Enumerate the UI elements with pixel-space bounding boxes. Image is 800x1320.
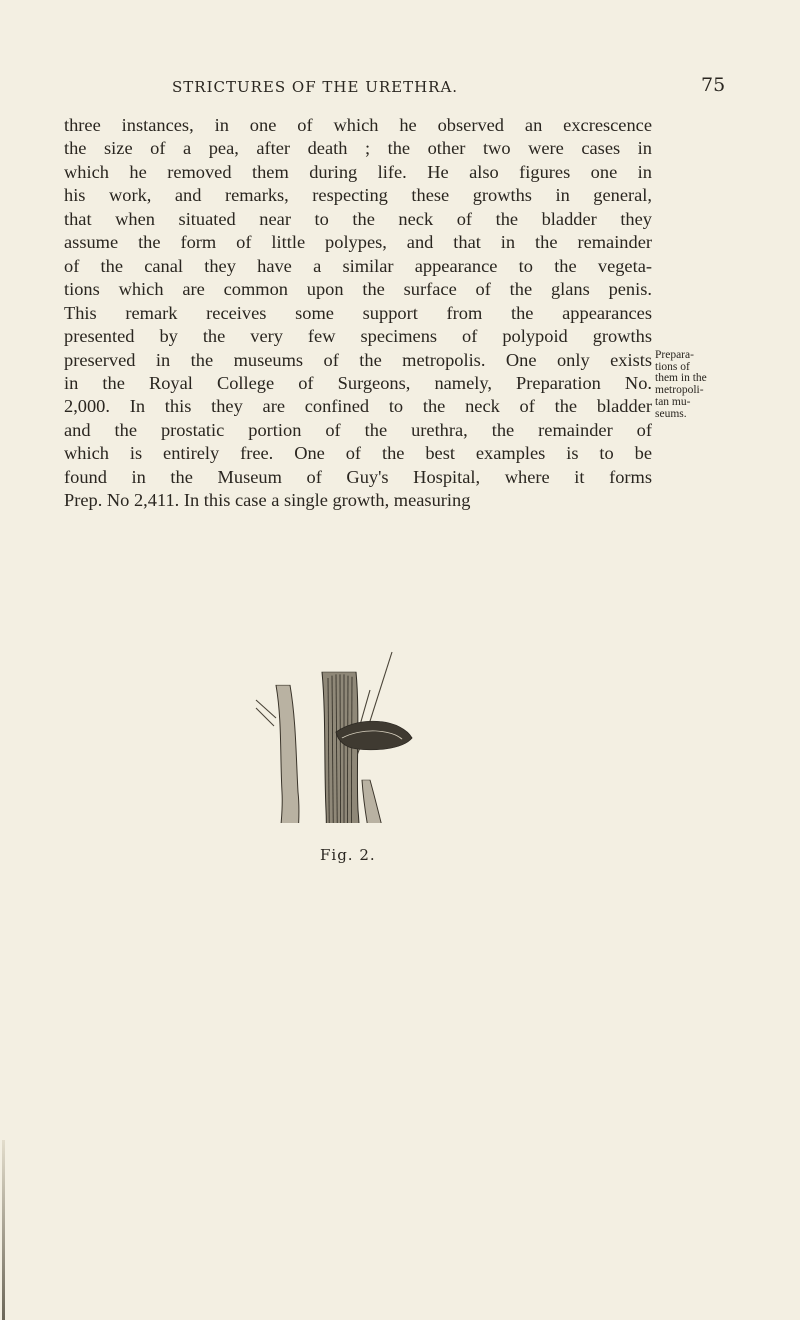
text-line: the size of a pea, after death ; the other two were cases in xyxy=(64,138,652,159)
text-line: three instances, in one of which he observed an excrescence xyxy=(64,115,652,135)
margin-note xyxy=(655,350,755,420)
text-line: found in the Museum of Guy's Hospital, where it forms xyxy=(64,466,652,487)
text-line: assume the form of little polypes, and that in the remainder xyxy=(64,232,652,253)
margin-note-line: metropoli- xyxy=(655,384,704,397)
page-number: 75 xyxy=(701,74,726,96)
page-edge-shadow xyxy=(2,1140,5,1320)
running-title: STRICTURES OF THE URETHRA. xyxy=(172,78,459,96)
margin-note-line: them in the xyxy=(655,372,707,385)
margin-note-line: seums. xyxy=(655,407,687,420)
text-line: preserved in the museums of the metropolis. One only exists xyxy=(64,349,652,370)
text-line: which is entirely free. One of the best examples is to be xyxy=(64,443,652,464)
text-line: presented by the very few specimens of polypoid growths xyxy=(64,326,652,347)
text-line: Prep. No 2,411. In this case a single growth, measuring xyxy=(64,490,471,511)
margin-note-line: tions of xyxy=(655,360,690,373)
text-line: and the prostatic portion of the urethra, the remainder of xyxy=(64,419,652,440)
text-line: of the canal they have a similar appearance to the vegeta- xyxy=(64,255,652,276)
figure-caption: Fig. 2. xyxy=(320,846,376,864)
margin-note-line: Prepara- xyxy=(655,349,694,361)
margin-note-line: tan mu- xyxy=(655,395,691,408)
text-line: which he removed them during life. He also figures one in xyxy=(64,161,652,182)
text-line: This remark receives some support from the appearances xyxy=(64,302,652,323)
body-paragraph xyxy=(64,114,652,513)
text-line: his work, and remarks, respecting these growths in general, xyxy=(64,185,652,206)
text-line: 2,000. In this they are confined to the neck of the bladder xyxy=(64,396,652,417)
text-line: that when situated near to the neck of the bladder they xyxy=(64,208,652,229)
text-line: in the Royal College of Surgeons, namely, Preparation No. xyxy=(64,372,652,393)
text-line: tions which are common upon the surface of the glans penis. xyxy=(64,279,652,300)
urethra-illustration xyxy=(252,648,432,823)
